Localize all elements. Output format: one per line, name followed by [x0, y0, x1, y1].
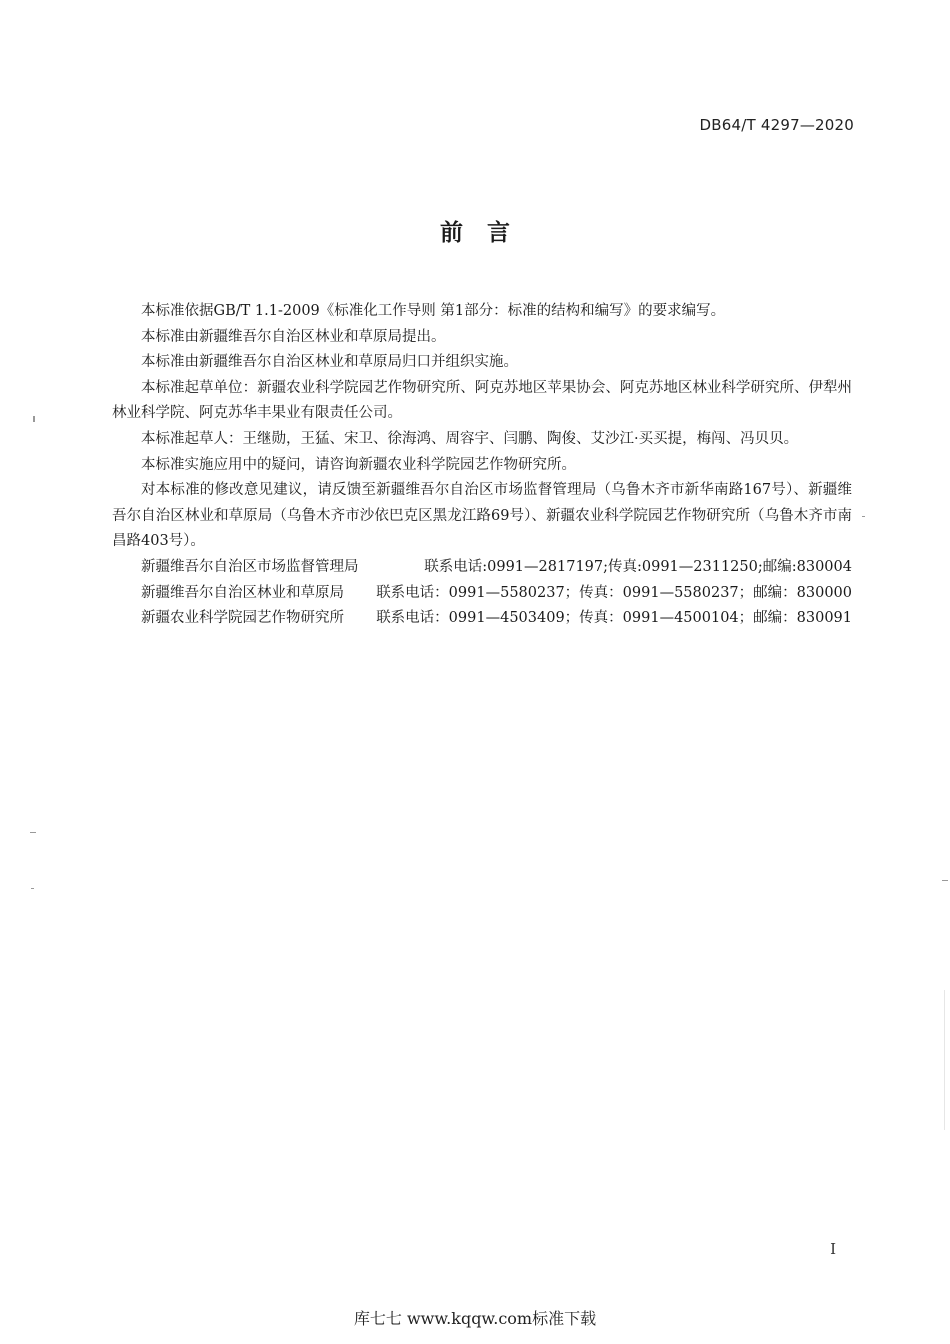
document-code: DB64/T 4297—2020 — [699, 116, 854, 134]
paragraph-feedback: 对本标准的修改意见建议，请反馈至新疆维吾尔自治区市场监督管理局（乌鲁木齐市新华南路167号）、新疆维吾尔自治区林业和草原局（乌鲁木齐市沙依巴克区黑龙江路69号）、新疆农业科学院园艺作物研究所（乌鲁木齐市南昌路403号）。 — [112, 482, 852, 550]
contact-row — [112, 606, 852, 632]
page-title: 前言 — [440, 220, 534, 246]
scan-speck — [33, 416, 35, 422]
contact-info: 联系电话：0991—4503409；传真：0991—4500104；邮编：830091 — [376, 610, 852, 627]
contact-org: 新疆维吾尔自治区市场监督管理局 — [141, 558, 359, 575]
contact-org: 新疆维吾尔自治区林业和草原局 — [141, 584, 344, 601]
paragraph-drafting-units: 本标准起草单位：新疆农业科学院园艺作物研究所、阿克苏地区苹果协会、阿克苏地区林业科学研究所、伊犁州林业科学院、阿克苏华丰果业有限责任公司。 — [112, 379, 852, 422]
contact-row — [112, 555, 852, 581]
contact-row — [112, 581, 852, 607]
contact-info: 联系电话:0991—2817197;传真:0991—2311250;邮编:830004 — [424, 558, 852, 575]
contact-info: 联系电话：0991—5580237；传真：0991—5580237；邮编：830000 — [376, 584, 852, 601]
paragraph-administrator: 本标准由新疆维吾尔自治区林业和草原局归口并组织实施。 — [141, 354, 518, 371]
contact-org: 新疆农业科学院园艺作物研究所 — [141, 610, 344, 627]
page-number: I — [830, 1240, 836, 1258]
paragraph-proposer: 本标准由新疆维吾尔自治区林业和草原局提出。 — [141, 328, 446, 345]
foreword-body — [112, 299, 852, 632]
scan-speck — [862, 516, 865, 517]
scan-speck — [942, 880, 948, 881]
scan-speck — [31, 888, 34, 889]
scan-speck — [30, 832, 36, 833]
paragraph-basis: 本标准依据GB/T 1.1-2009《标准化工作导则 第1部分：标准的结构和编写》的要求编写。 — [141, 303, 726, 319]
paragraph-drafters: 本标准起草人：王继勋，王猛、宋卫、徐海鸿、周容宇、闫鹏、陶俊、艾沙江·买买提，梅闯、冯贝贝。 — [141, 430, 799, 447]
paragraph-inquiry: 本标准实施应用中的疑问，请咨询新疆农业科学院园艺作物研究所。 — [141, 456, 576, 473]
scan-speck — [944, 990, 945, 1130]
footer-watermark: 库七七 www.kqqw.com标准下载 — [353, 1309, 597, 1328]
